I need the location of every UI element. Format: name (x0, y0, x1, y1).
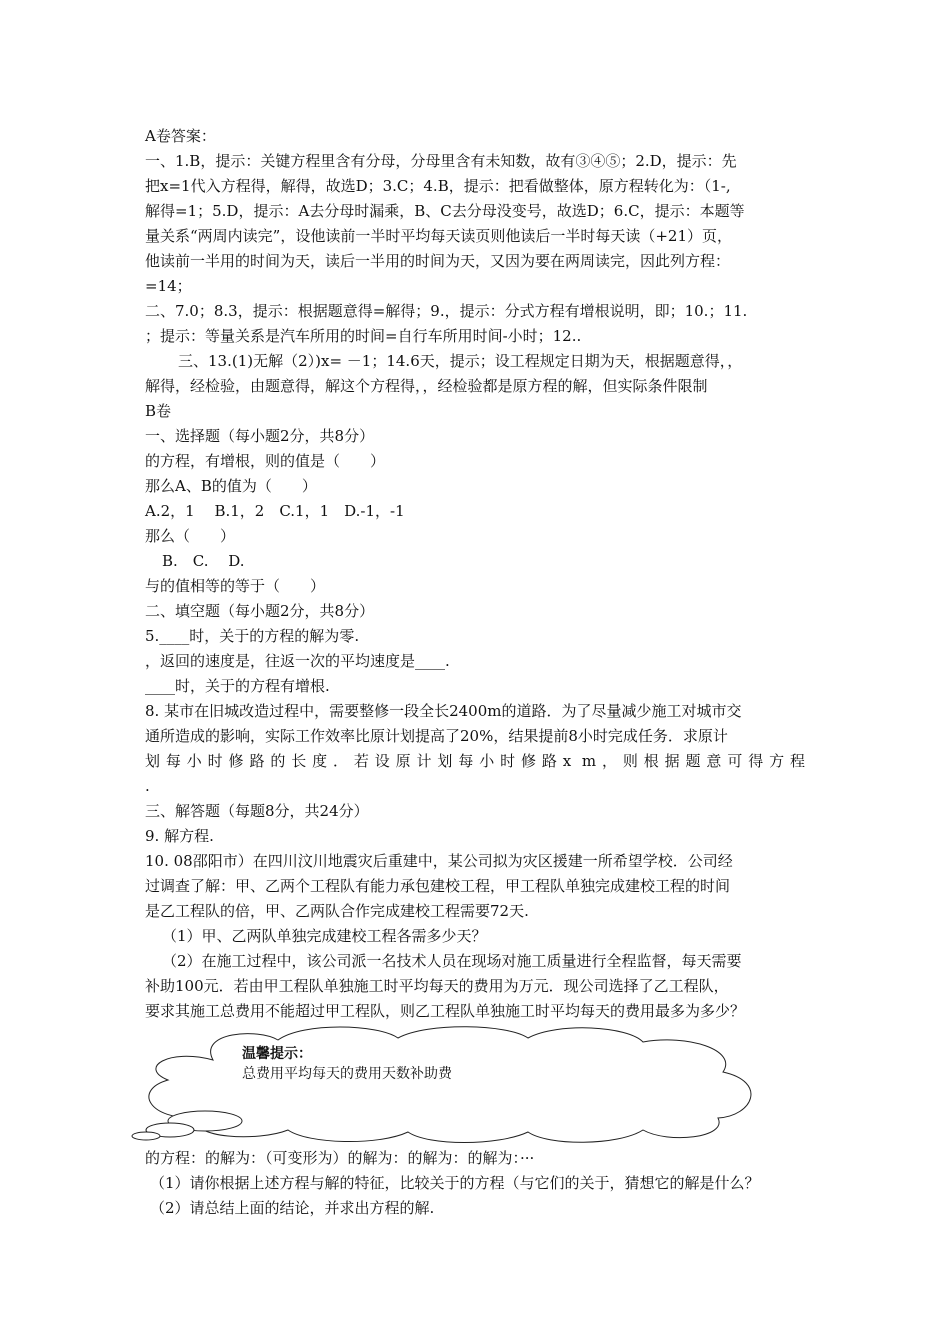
tip-title: 温馨提示： (242, 1046, 312, 1062)
question-line: 补助100元．若由甲工程队单独施工时平均每天的费用为万元．现公司选择了乙工程队， (145, 977, 729, 995)
answer-line: =14； (145, 277, 192, 295)
question-line: . (145, 777, 150, 795)
answer-line: 一、1.B，提示：关键方程里含有分母，分母里含有未知数，故有③④⑤；2.D，提示：先 (145, 152, 737, 170)
question-line: 与的值相等的等于（ ） (145, 577, 326, 595)
question-line: （2）在施工过程中，该公司派一名技术人员在现场对施工质量进行全程监督，每天需要 (162, 952, 742, 970)
answer-line: 三、13.(1)无解（2）)x= －1；14.6天，提示；设工程规定日期为天，根据题意得，， (178, 352, 743, 370)
tip-text: 总费用平均每天的费用天数补助费 (242, 1066, 452, 1082)
question-line: （1）请你根据上述方程与解的特征，比较关于的方程（与它们的关于，猜想它的解是什么？ (150, 1174, 760, 1192)
question-line: 要求其施工总费用不能超过甲工程队，则乙工程队单独施工时平均每天的费用最多为多少？ (145, 1002, 746, 1020)
section-title: 一、选择题（每小题2分，共8分） (145, 427, 375, 445)
answer-line: 他读前一半用的时间为天，读后一半用的时间为天，又因为要在两周读完，因此列方程： (145, 252, 731, 270)
question-options: B. C. D. (162, 552, 245, 570)
answer-line: 把x=1代入方程得，解得，故选D；3.C；4.B，提示：把看做整体，原方程转化为：（1-, (145, 177, 731, 195)
section-header: B卷 (145, 402, 172, 420)
answer-line: 量关系“两周内读完”，设他读前一半时平均每天读页则他读后一半时每天读（+21）页， (145, 227, 732, 245)
answer-line: 解得，经检验，由题意得，解这个方程得，，经检验都是原方程的解，但实际条件限制 (145, 377, 708, 395)
question-options: A.2，1 B.1，2 C.1，1 D.-1，-1 (145, 502, 405, 520)
section-title: 二、填空题（每小题2分，共8分） (145, 602, 375, 620)
question-line: （1）甲、乙两队单独完成建校工程各需多少天？ (162, 927, 487, 945)
question-line: ，返回的速度是，往返一次的平均速度是____. (145, 652, 450, 670)
answer-line: 解得=1；5.D，提示：A去分母时漏乘，B、C去分母没变号，故选D；6.C，提示：本题等 (145, 202, 745, 220)
question-line: 5.____时，关于的方程的解为零. (145, 627, 360, 645)
answer-line: 二、7.0；8.3，提示：根据题意得=解得；9.，提示：分式方程有增根说明，即；10.；11. (145, 302, 748, 320)
question-line: 过调查了解：甲、乙两个工程队有能力承包建校工程，甲工程队单独完成建校工程的时间 (145, 877, 731, 895)
question-line: 8. 某市在旧城改造过程中，需要整修一段全长2400m的道路．为了尽量减少施工对城市交 (145, 702, 742, 720)
question-line: 划每小时修路的长度．若设原计划每小时修路x m，则根据题意可得方程 (145, 752, 805, 770)
question-line: （2）请总结上面的结论，并求出方程的解. (150, 1199, 435, 1217)
question-line: 9. 解方程. (145, 827, 214, 845)
answer-header: A卷答案： (145, 127, 216, 145)
question-line: 的方程，有增根，则的值是（ ） (145, 452, 386, 470)
answer-line: ；提示：等量关系是汽车所用的时间=自行车所用时间-小时；12.. (145, 327, 582, 345)
question-line: 10. 08邵阳市）在四川汶川地震灾后重建中，某公司拟为灾区援建一所希望学校．公司经 (145, 852, 733, 870)
question-line: 是乙工程队的倍，甲、乙两队合作完成建校工程需要72天. (145, 902, 529, 920)
question-line: 通所造成的影响，实际工作效率比原计划提高了20%，结果提前8小时完成任务．求原计 (145, 727, 728, 745)
question-line: ____时，关于的方程有增根. (145, 677, 330, 695)
question-line: 那么A、B的值为（ ） (145, 477, 317, 495)
question-line: 的方程：的解为：（可变形为）的解为：的解为：的解为：··· (145, 1149, 535, 1167)
question-line: 那么（ ） (145, 527, 236, 545)
section-title: 三、解答题（每题8分，共24分） (145, 802, 369, 820)
